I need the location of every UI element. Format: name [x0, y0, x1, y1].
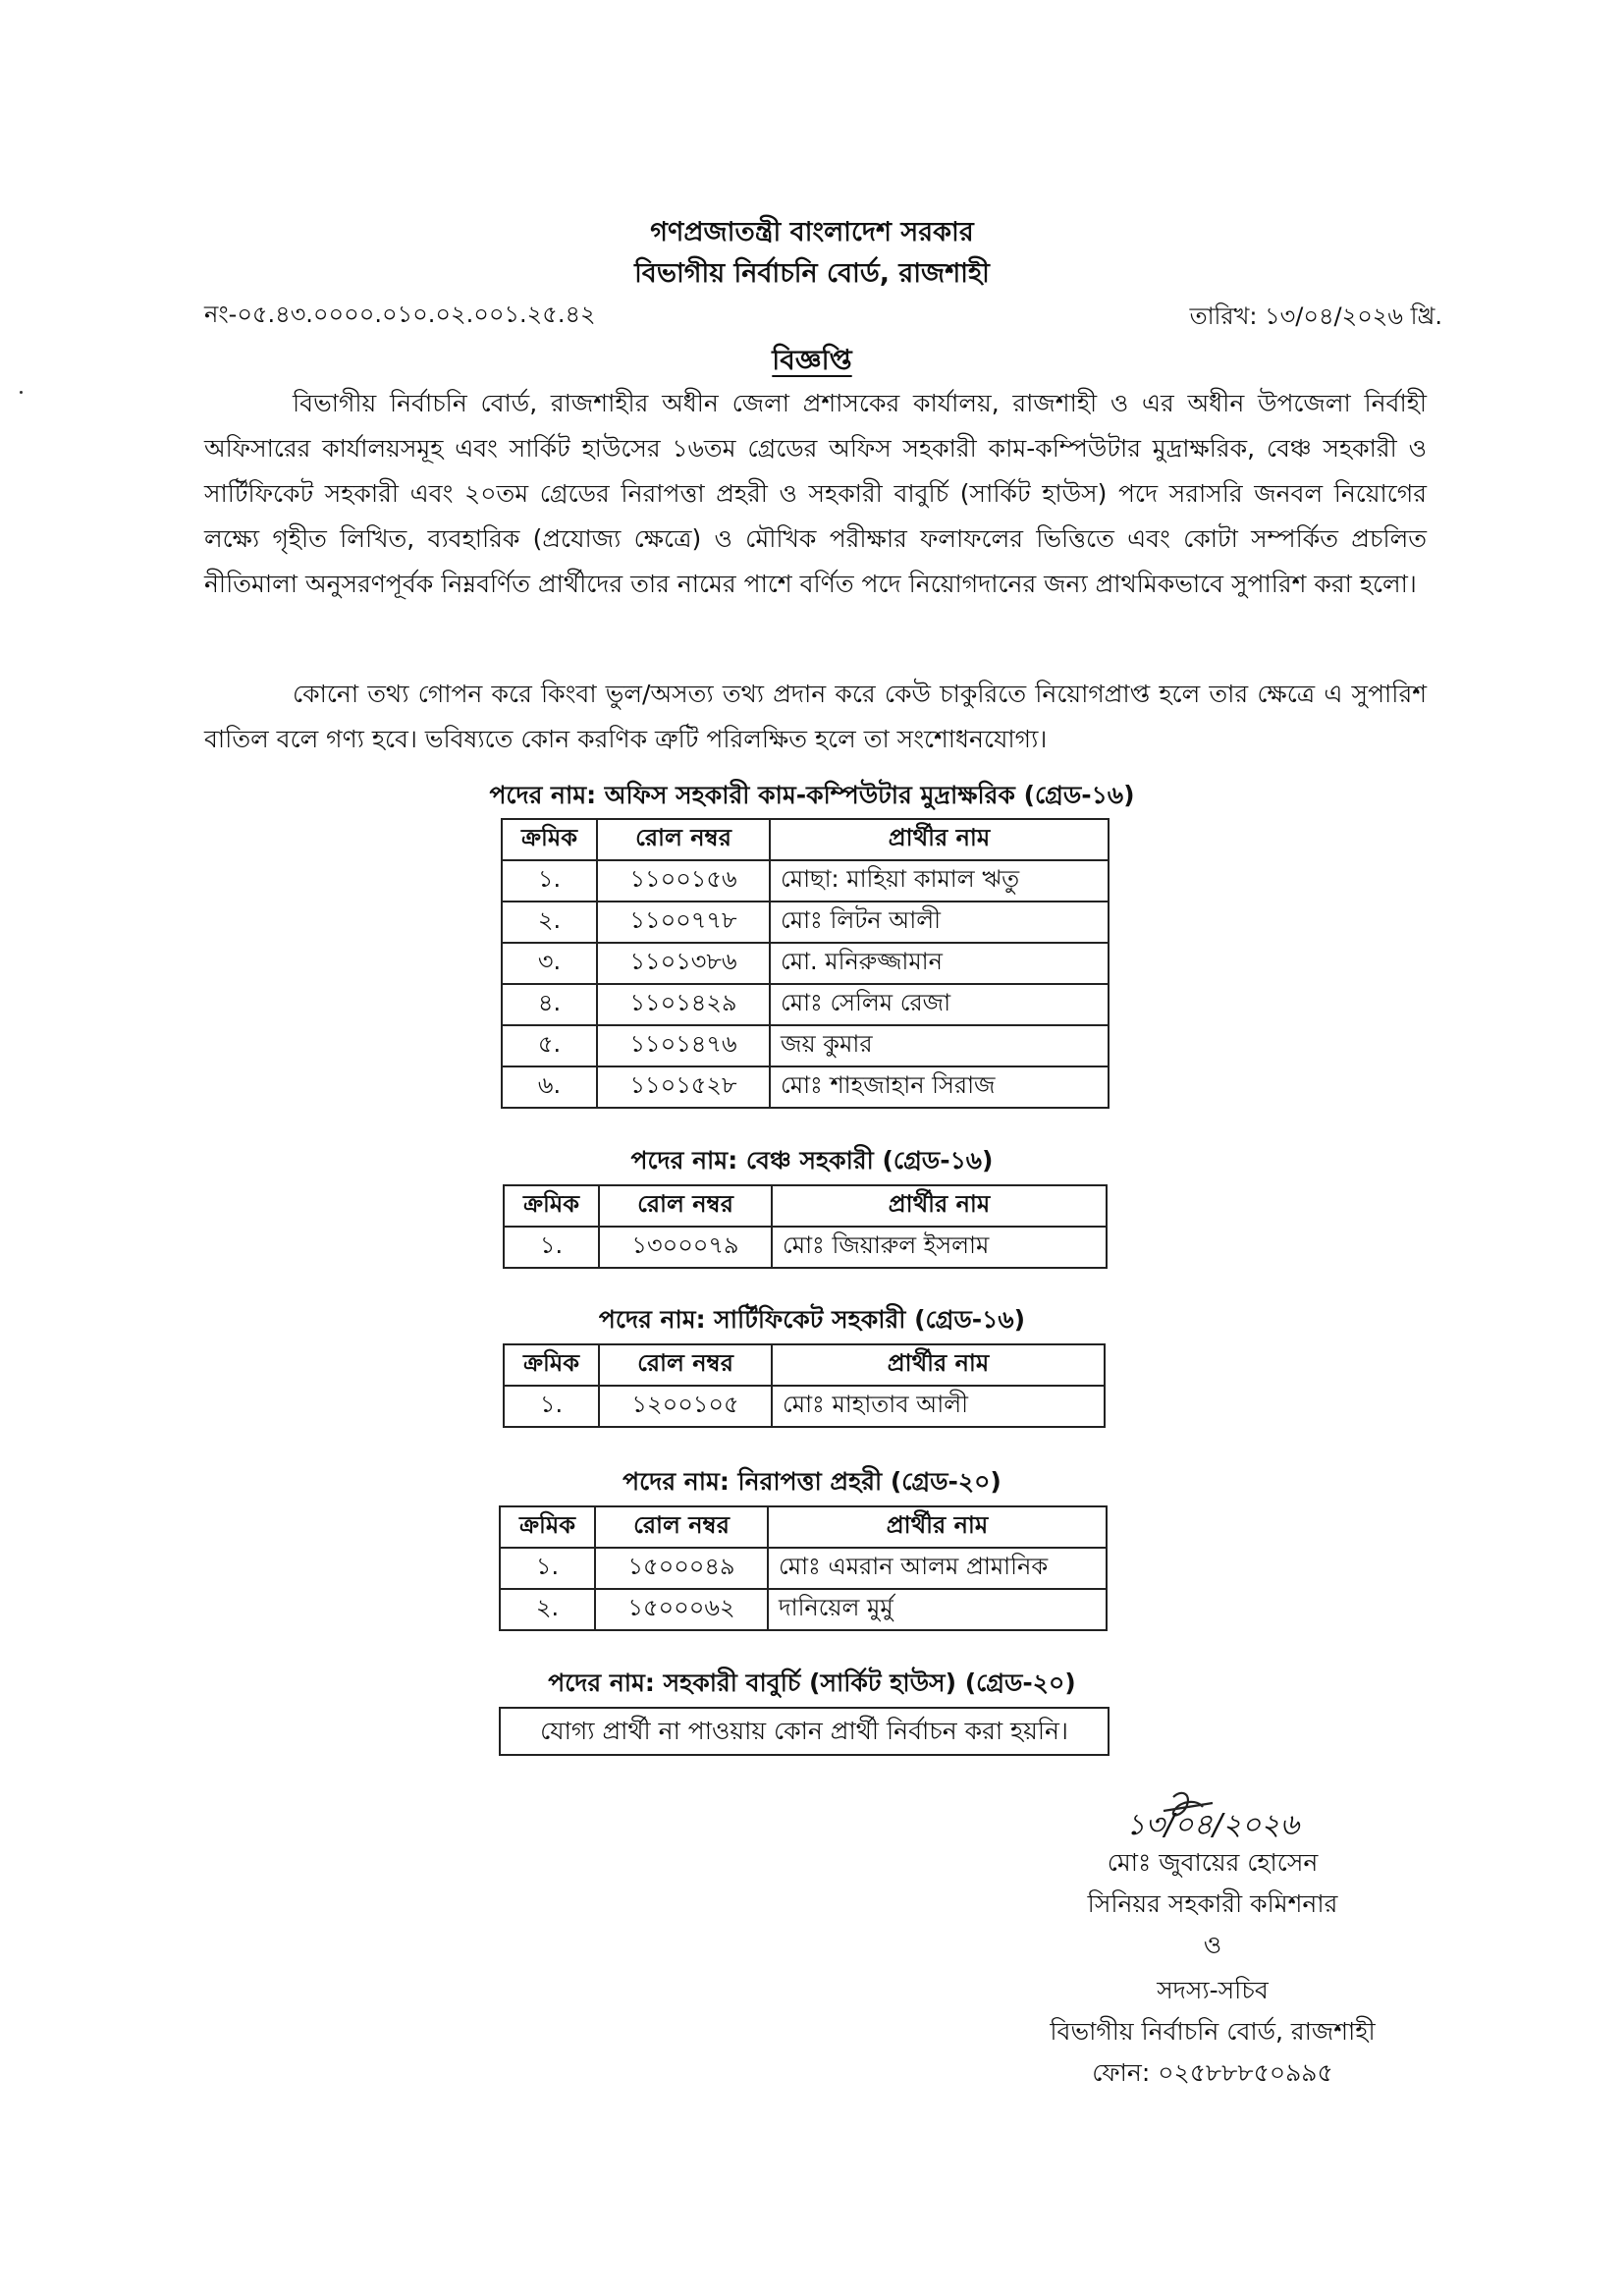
- cell-name: জয় কুমার: [770, 1025, 1109, 1066]
- table-header-row: [504, 1185, 1107, 1227]
- table-row: [504, 1227, 1107, 1268]
- col-name: প্রার্থীর নাম: [772, 1344, 1105, 1386]
- cell-serial: ২.: [502, 902, 597, 943]
- table-row: [500, 1548, 1107, 1589]
- post-title-assistant-cook: পদের নাম: সহকারী বাবুর্চি (সার্কিট হাউস) (গ্রেড-২০): [548, 1668, 1076, 1697]
- cell-roll: ১১০১৫২৮: [597, 1066, 770, 1108]
- scan-speck: [20, 391, 23, 394]
- post-title-office-assistant: পদের নাম: অফিস সহকারী কাম-কম্পিউটার মুদ্রাক্ষরিক (গ্রেড-১৬): [489, 781, 1135, 809]
- board-title: বিভাগীয় নির্বাচনি বোর্ড, রাজশাহী: [634, 258, 990, 289]
- cell-serial: ৪.: [502, 984, 597, 1025]
- cell-roll: ১১০১৪৭৬: [597, 1025, 770, 1066]
- cell-name: মোঃ মাহাতাব আলী: [772, 1386, 1105, 1427]
- col-roll: রোল নম্বর: [597, 819, 770, 860]
- cell-roll: ১১০০১৫৬: [597, 860, 770, 902]
- memo-number: নং-০৫.৪৩.০০০০.০১০.০২.০০১.২৫.৪২: [204, 301, 596, 328]
- col-roll: রোল নম্বর: [595, 1506, 768, 1548]
- col-serial: ক্রমিক: [502, 819, 597, 860]
- table-row: [504, 1386, 1105, 1427]
- cell-name: দানিয়েল মুর্মু: [768, 1589, 1107, 1630]
- cell-roll: ১৫০০০৬২: [595, 1589, 768, 1630]
- post-title-bench-assistant: পদের নাম: বেঞ্চ সহকারী (গ্রেড-১৬): [630, 1146, 994, 1175]
- table-row: [502, 902, 1109, 943]
- government-title: গণপ্রজাতন্ত্রী বাংলাদেশ সরকার: [650, 217, 974, 247]
- signature-date: ১৩/০৪/২০২৬: [1125, 1808, 1300, 1842]
- signatory-phone: ফোন: ০২৫৮৮৮৫০৯৯৫: [1092, 2058, 1333, 2087]
- col-name: প্রার্থীর নাম: [770, 819, 1109, 860]
- cell-roll: ১১০০৭৭৮: [597, 902, 770, 943]
- col-roll: রোল নম্বর: [599, 1344, 772, 1386]
- notice-paragraph-1: বিভাগীয় নির্বাচনি বোর্ড, রাজশাহীর অধীন জেলা প্রশাসকের কার্যালয়, রাজশাহী ও এর অধীন উপজেলা নির্বাহী অফিসারের কার্যালয়সমূহ এবং সার্কিট হাউসের ১৬তম গ্রেডের অফিস সহকারী কাম-কম্পিউটার মুদ্রাক্ষরিক, বেঞ্চ সহকারী ও সার্টিফিকেট সহকারী এবং ২০তম গ্রেডের নিরাপত্তা প্রহরী ও সহকারী বাবুর্চি (সার্কিট হাউস) পদে সরাসরি জনবল নিয়োগের লক্ষ্যে গৃহীত লিখিত, ব্যবহারিক (প্রযোজ্য ক্ষেত্রে) ও মৌখিক পরীক্ষার ফলাফলের ভিত্তিতে এবং কোটা সম্পর্কিত প্রচলিত নীতিমালা অনুসরণপূর্বক নিম্নবর্ণিত প্রার্থীদের তার নামের পাশে বর্ণিত পদে নিয়োগদানের জন্য প্রাথমিকভাবে সুপারিশ করা হলো।: [204, 389, 1427, 598]
- signatory-name: মোঃ জুবায়ের হোসেন: [1107, 1848, 1319, 1877]
- notice-title: বিজ্ঞপ্তি: [772, 344, 852, 376]
- col-roll: রোল নম্বর: [599, 1185, 772, 1227]
- col-serial: ক্রমিক: [500, 1506, 595, 1548]
- col-serial: ক্রমিক: [504, 1344, 599, 1386]
- cell-serial: ৬.: [502, 1066, 597, 1108]
- col-serial: ক্রমিক: [504, 1185, 599, 1227]
- cell-name: মোঃ শাহজাহান সিরাজ: [770, 1066, 1109, 1108]
- cell-name: মোঃ লিটন আলী: [770, 902, 1109, 943]
- table-row: [502, 860, 1109, 902]
- cell-roll: ১৫০০০৪৯: [595, 1548, 768, 1589]
- table-row: [500, 1589, 1107, 1630]
- signatory-office: বিভাগীয় নির্বাচনি বোর্ড, রাজশাহী: [1050, 2017, 1376, 2046]
- table-row: [502, 1066, 1109, 1108]
- table-row: [502, 1025, 1109, 1066]
- table-header-row: [504, 1344, 1105, 1386]
- col-name: প্রার্থীর নাম: [768, 1506, 1107, 1548]
- cell-name: মোছা: মাহিয়া কামাল ঋতু: [770, 860, 1109, 902]
- col-name: প্রার্থীর নাম: [772, 1185, 1107, 1227]
- signatory-conjunction: ও: [1203, 1931, 1222, 1959]
- cell-serial: ৫.: [502, 1025, 597, 1066]
- table-office-assistant: [501, 818, 1110, 1109]
- cell-serial: ১.: [500, 1548, 595, 1589]
- cell-name: মোঃ জিয়ারুল ইসলাম: [772, 1227, 1107, 1268]
- table-certificate-assistant: [503, 1343, 1106, 1428]
- signatory-designation: সিনিয়র সহকারী কমিশনার: [1087, 1889, 1338, 1918]
- post-title-security-guard: পদের নাম: নিরাপত্তা প্রহরী (গ্রেড-২০): [623, 1467, 1001, 1496]
- cell-serial: ৩.: [502, 943, 597, 984]
- cell-name: মো. মনিরুজ্জামান: [770, 943, 1109, 984]
- table-row: [502, 984, 1109, 1025]
- cell-serial: ২.: [500, 1589, 595, 1630]
- cell-serial: ১.: [504, 1386, 599, 1427]
- cell-roll: ১১০১৩৮৬: [597, 943, 770, 984]
- cell-roll: ১২০০১০৫: [599, 1386, 772, 1427]
- cell-name: মোঃ এমরান আলম প্রামানিক: [768, 1548, 1107, 1589]
- table-security-guard: [499, 1505, 1108, 1631]
- cell-name: মোঃ সেলিম রেজা: [770, 984, 1109, 1025]
- table-header-row: [500, 1506, 1107, 1548]
- post-title-certificate-assistant: পদের নাম: সার্টিফিকেট সহকারী (গ্রেড-১৬): [598, 1305, 1026, 1334]
- no-candidate-note: যোগ্য প্রার্থী না পাওয়ায় কোন প্রার্থী নির্বাচন করা হয়নি।: [499, 1707, 1110, 1756]
- cell-serial: ১.: [502, 860, 597, 902]
- cell-roll: ১১০১৪২৯: [597, 984, 770, 1025]
- cell-serial: ১.: [504, 1227, 599, 1268]
- table-header-row: [502, 819, 1109, 860]
- table-bench-assistant: [503, 1184, 1108, 1269]
- notice-paragraph-2: কোনো তথ্য গোপন করে কিংবা ভুল/অসত্য তথ্য প্রদান করে কেউ চাকুরিতে নিয়োগপ্রাপ্ত হলে তার ক্ষেত্রে এ সুপারিশ বাতিল বলে গণ্য হবে। ভবিষ্যতে কোন করণিক ত্রুটি পরিলক্ষিত হলে তা সংশোধনযোগ্য।: [204, 680, 1427, 753]
- cell-roll: ১৩০০০৭৯: [599, 1227, 772, 1268]
- memo-date: তারিখ: ১৩/০৪/২০২৬ খ্রি.: [1189, 302, 1442, 330]
- signatory-role: সদস্য-সচিব: [1157, 1976, 1269, 2004]
- table-row: [502, 943, 1109, 984]
